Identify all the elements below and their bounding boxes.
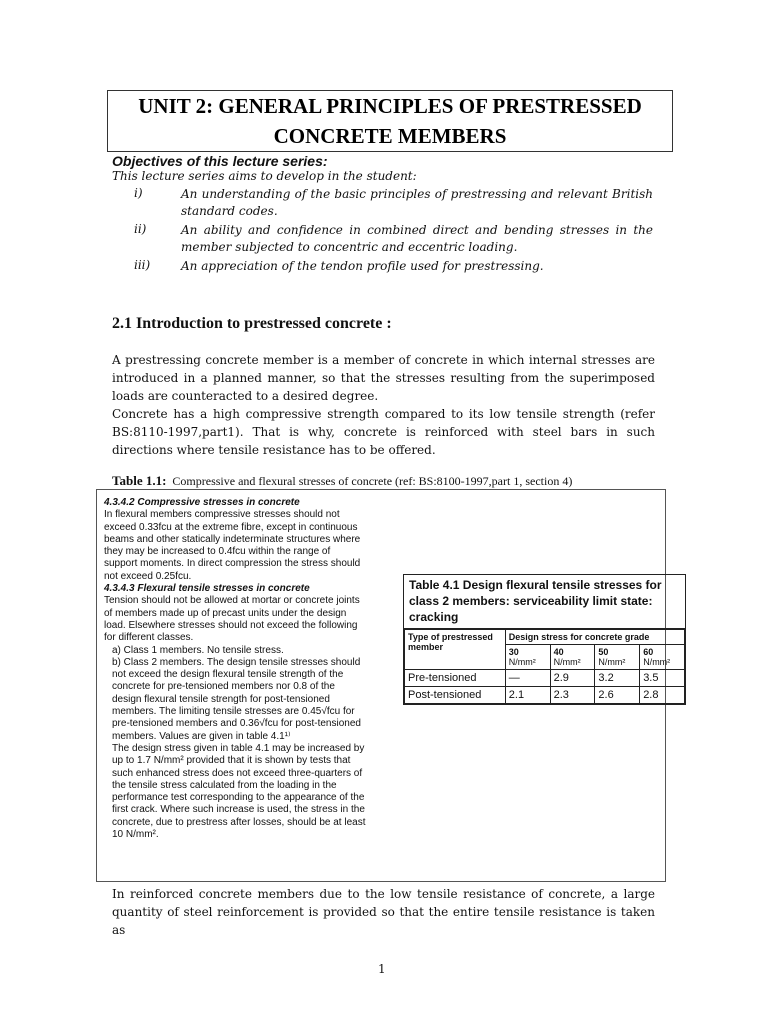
bs-compressive-text: In flexural members compressive stresses should not exceed 0.33fcu at the extreme fibre, except in continuous beams and other statically indeterminate structures where they may be increased to 0.4fcu within the range of support moments. In direct compression the stress should not exceed 0.25fcu. bbox=[104, 509, 361, 582]
bs-design-stress-text: The design stress given in table 4.1 may be increased by up to 1.7 N/mm² provided that it is shown by tests that such enhanced stress does not exceed three-quarters of the tensile stress calculated from the loading in the performance test corresponding to the appearance of the first crack. Where such increase is used, the stress in the concrete, due to prestress after losses, should be at least 10 N/mm². bbox=[112, 742, 366, 841]
objective-text: An appreciation of the tendon profile used for prestressing. bbox=[181, 259, 544, 273]
table-header-group: Design stress for concrete grade bbox=[505, 630, 684, 645]
table-row bbox=[405, 687, 685, 704]
bs-tensile-text: Tension should not be allowed at mortar or concrete joints of members made up of precast units under the design load. Elsewhere stresses should not exceed the following for different classes. bbox=[104, 595, 360, 644]
objectives-intro: This lecture series aims to develop in the student: bbox=[112, 169, 417, 183]
unit-title-box bbox=[107, 90, 673, 152]
bs-class1-text: a) Class 1 members. No tensile stress. bbox=[112, 644, 284, 656]
objective-number: ii) bbox=[134, 222, 147, 236]
table-4-1-grid bbox=[404, 629, 685, 704]
section-heading: 2.1 Introduction to prestressed concrete : bbox=[112, 315, 392, 332]
cell-value: 2.6 bbox=[595, 687, 640, 704]
objective-number: iii) bbox=[134, 258, 151, 272]
page-number: 1 bbox=[378, 962, 386, 976]
bs-class2-text: b) Class 2 members. The design tensile stresses should not exceed the design flexural tensile strength of the concrete for pre-tensioned members nor 0.8 of the design flexural tensile strength for post-tensioned members. The limiting tensile stresses are 0.45√fcu for pre-tensioned members and 0.36√fcu for post-tensioned members. Values are given in table 4.1¹⁾ bbox=[112, 656, 361, 742]
table-4-1-title: Table 4.1 Design flexural tensile stresses for class 2 members: serviceability limit state: cracking bbox=[404, 575, 685, 629]
cell-value: 3.5 bbox=[640, 670, 685, 687]
table-caption bbox=[112, 473, 572, 489]
table-header-member: Type of prestressed member bbox=[405, 630, 506, 670]
table-4-1 bbox=[403, 574, 686, 705]
unit-title-line2: CONCRETE MEMBERS bbox=[273, 124, 507, 148]
bs-extract-text bbox=[104, 497, 366, 841]
row-label: Pre-tensioned bbox=[405, 670, 506, 687]
table-caption-label: Table 1.1: bbox=[112, 473, 167, 488]
intro-paragraph-1: A prestressing concrete member is a member of concrete in which internal stresses are introduced in a planned manner, so that the stresses resulting from the superimposed loads are counteracted to a desired degree. bbox=[112, 353, 655, 403]
objectives-heading: Objectives of this lecture series: bbox=[112, 153, 328, 169]
cell-value: 2.3 bbox=[550, 687, 595, 704]
cell-value: 2.1 bbox=[505, 687, 550, 704]
grade-header: 40 N/mm² bbox=[550, 645, 595, 670]
grade-header: 50 N/mm² bbox=[595, 645, 640, 670]
table-caption-text: Compressive and flexural stresses of concrete (ref: BS:8100-1997,part 1, section 4) bbox=[172, 474, 573, 488]
closing-paragraph: In reinforced concrete members due to the low tensile resistance of concrete, a large quantity of steel reinforcement is provided so that the entire tensile resistance is taken as bbox=[112, 887, 655, 937]
grade-header: 30 N/mm² bbox=[505, 645, 550, 670]
cell-value: 3.2 bbox=[595, 670, 640, 687]
objective-text: An ability and confidence in combined direct and bending stresses in the member subjected to concentric and eccentric loading. bbox=[181, 223, 653, 254]
bs-heading-tensile: 4.3.4.3 Flexural tensile stresses in concrete bbox=[104, 583, 310, 595]
objective-text: An understanding of the basic principles of prestressing and relevant British standard codes. bbox=[181, 187, 653, 218]
cell-value: 2.9 bbox=[550, 670, 595, 687]
grade-header: 60 N/mm² bbox=[640, 645, 685, 670]
table-row bbox=[405, 670, 685, 687]
unit-title-line1: UNIT 2: GENERAL PRINCIPLES OF PRESTRESSED bbox=[138, 94, 642, 118]
intro-paragraph-2: Concrete has a high compressive strength compared to its low tensile strength (refer BS:8110-1997,part1). That is why, concrete is reinforced with steel bars in such directions where tensile resistance has to be offered. bbox=[112, 407, 655, 457]
row-label: Post-tensioned bbox=[405, 687, 506, 704]
objective-number: i) bbox=[134, 186, 143, 200]
cell-value: 2.8 bbox=[640, 687, 685, 704]
cell-value: — bbox=[505, 670, 550, 687]
bs-heading-compressive: 4.3.4.2 Compressive stresses in concrete bbox=[104, 497, 300, 508]
